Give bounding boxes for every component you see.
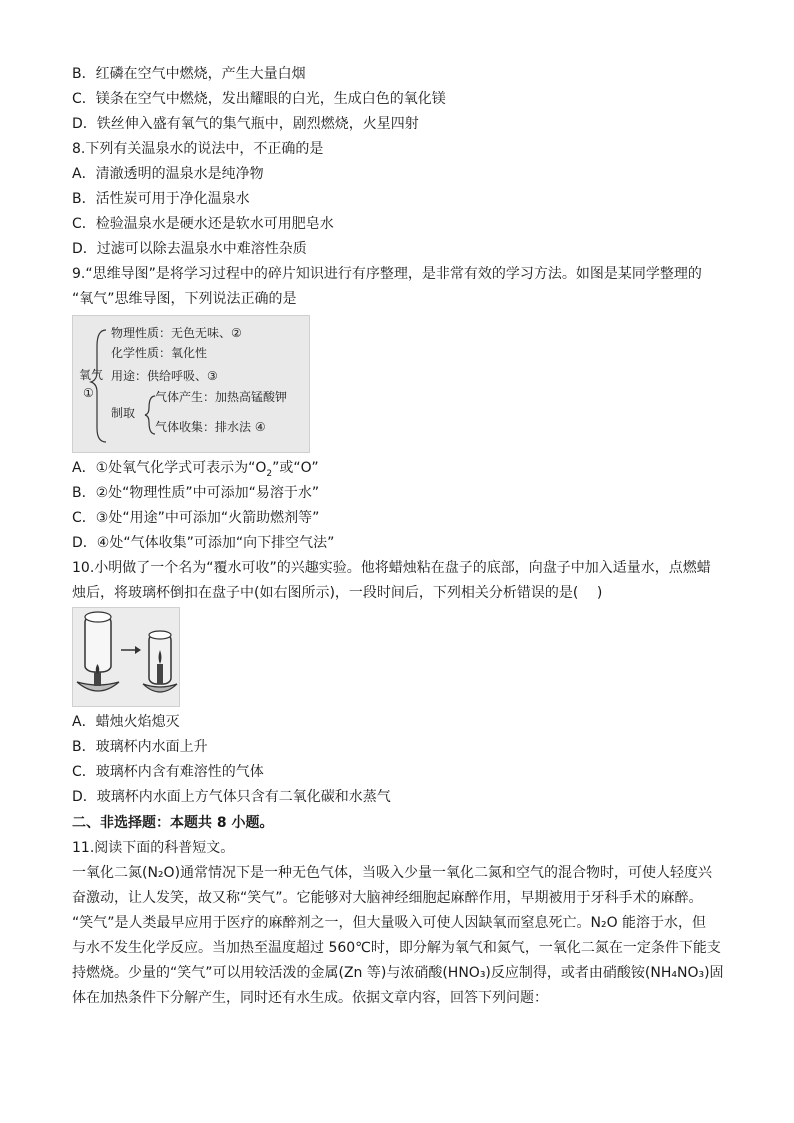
q8-option-b: B．活性炭可用于净化温泉水 xyxy=(72,191,250,207)
q10-option-a: A．蜡烛火焰熄灭 xyxy=(72,714,180,730)
q8-stem: 8.下列有关温泉水的说法中，不正确的是 xyxy=(72,141,324,157)
q11-paragraph-line5: 持燃烧。少量的“笑气”可以用较活泼的金属(Zn 等)与浓硝酸(HNO₃)反应制得，或者由硝酸铵(NH₄NO₃)固 xyxy=(72,965,724,981)
q9-option-a: A．①处氧气化学式可表示为“$O_2$”或“O” xyxy=(72,460,319,479)
q11-paragraph-line4: 与水不发生化学反应。当加热至温度超过 560℃时，即分解为氧气和氮气，一氧化二氮在一定条件下能支 xyxy=(72,940,721,956)
mind-map-mark-1: ① xyxy=(83,386,94,400)
q9-option-b: B．②处“物理性质”中可添加“易溶于水” xyxy=(72,485,320,501)
q10-option-d: D．玻璃杯内水面上方气体只含有二氧化碳和水蒸气 xyxy=(72,789,391,805)
q10-stem-line2: 烛后，将玻璃杯倒扣在盘子中(如右图所示)，一段时间后，下列相关分析错误的是( ) xyxy=(72,585,603,601)
candle-experiment-drawing xyxy=(73,608,179,706)
q8-option-d: D．过滤可以除去温泉水中难溶性杂质 xyxy=(72,241,307,257)
q11-paragraph-line3: “笑气”是人类最早应用于医疗的麻醉剂之一，但大量吸入可使人因缺氧而窒息死亡。N₂O 能溶于水，但 xyxy=(72,915,707,931)
q11-paragraph-line2: 奋激动，让人发笑，故又称“笑气”。它能够对大脑神经细胞起麻醉作用，早期被用于牙科手术的麻醉。 xyxy=(72,890,703,906)
q8-option-a: A．清澈透明的温泉水是纯净物 xyxy=(72,166,264,182)
mind-map-usage: 用途：供给呼吸、③ xyxy=(111,369,218,383)
mind-map-physical: 物理性质：无色无味、② xyxy=(111,326,242,340)
q9-stem-line1: 9.“思维导图”是将学习过程中的碎片知识进行有序整理，是非常有效的学习方法。如图是某同学整理的 xyxy=(72,266,702,282)
q10-option-c: C．玻璃杯内含有难溶性的气体 xyxy=(72,764,264,780)
q7-option-c: C．镁条在空气中燃烧，发出耀眼的白光，生成白色的氧化镁 xyxy=(72,91,446,107)
mind-map-gas-production: 气体产生：加热高锰酸钾 xyxy=(155,390,288,404)
oxygen-mind-map-figure xyxy=(72,315,310,453)
q7-option-b: B．红磷在空气中燃烧，产生大量白烟 xyxy=(72,66,306,82)
q11-paragraph-line1: 一氧化二氮(N₂O)通常情况下是一种无色气体，当吸入少量一氧化二氮和空气的混合物时，可使人轻度兴 xyxy=(72,865,713,881)
q7-option-d: D．铁丝伸入盛有氧气的集气瓶中，剧烈燃烧，火星四射 xyxy=(72,116,419,132)
candle-experiment-figure xyxy=(72,607,180,707)
mind-map-gas-collection: 气体收集：排水法 ④ xyxy=(155,420,266,434)
section-2-title: 二、非选择题：本题共 8 小题。 xyxy=(72,815,274,831)
mind-map-chemical: 化学性质：氧化性 xyxy=(111,346,208,360)
q11-paragraph-line6: 体在加热条件下分解产生，同时还有水生成。依据文章内容，回答下列问题： xyxy=(72,990,548,1006)
q10-stem-line1: 10.小明做了一个名为“覆水可收”的兴趣实验。他将蜡烛粘在盘子的底部，向盘子中加入适量水，点燃蜡 xyxy=(72,560,711,576)
q8-option-c: C．检验温泉水是硬水还是软水可用肥皂水 xyxy=(72,216,334,232)
q10-option-b: B．玻璃杯内水面上升 xyxy=(72,739,208,755)
mind-map-center-label: 氧气 xyxy=(79,368,104,382)
q9-stem-line2: “氧气”思维导图，下列说法正确的是 xyxy=(72,291,297,307)
q9-option-d: D．④处“气体收集”可添加“向下排空气法” xyxy=(72,535,335,551)
mind-map-prep: 制取 xyxy=(111,406,136,420)
q11-stem: 11.阅读下面的科普短文。 xyxy=(72,840,235,856)
q9-option-c: C．③处“用途”中可添加“火箭助燃剂等” xyxy=(72,510,320,526)
